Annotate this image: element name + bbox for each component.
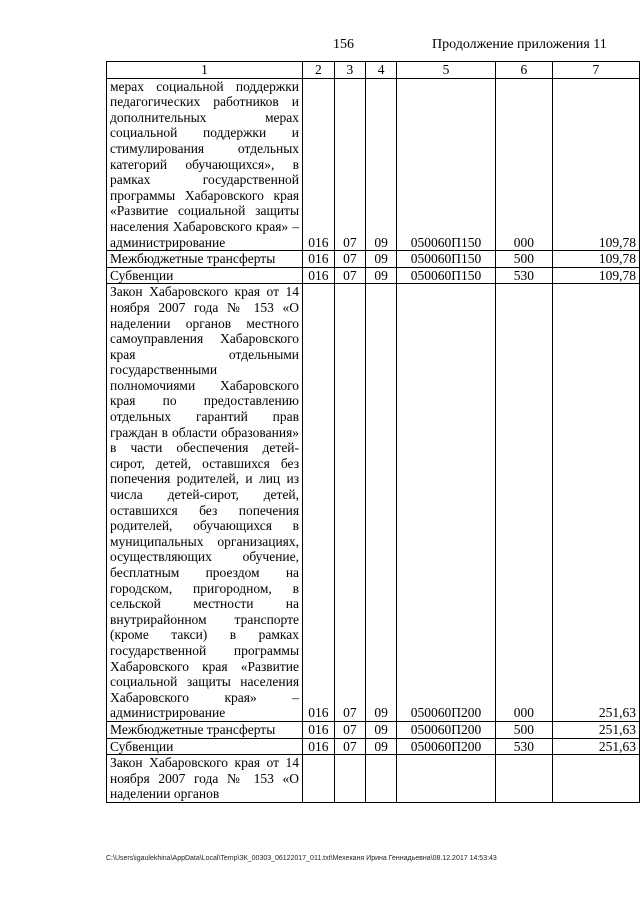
cell-code-2 xyxy=(303,755,335,803)
cell-code-5: 050060П200 xyxy=(397,721,496,738)
cell-code-6: 500 xyxy=(495,721,552,738)
cell-code-5: 050060П200 xyxy=(397,738,496,755)
cell-code-5: 050060П150 xyxy=(397,78,496,251)
cell-code-4: 09 xyxy=(365,284,396,722)
table-row xyxy=(107,78,640,251)
column-header: 7 xyxy=(552,62,639,79)
table-row xyxy=(107,738,640,755)
cell-code-4 xyxy=(365,755,396,803)
cell-code-6: 530 xyxy=(495,738,552,755)
cell-code-4: 09 xyxy=(365,738,396,755)
cell-code-5 xyxy=(397,755,496,803)
column-header: 5 xyxy=(397,62,496,79)
table-row xyxy=(107,721,640,738)
cell-amount: 109,78 xyxy=(552,267,639,284)
cell-amount: 109,78 xyxy=(552,78,639,251)
cell-code-5: 050060П150 xyxy=(397,251,496,268)
cell-amount: 251,63 xyxy=(552,284,639,722)
cell-code-4: 09 xyxy=(365,721,396,738)
cell-code-6 xyxy=(495,755,552,803)
cell-code-4: 09 xyxy=(365,267,396,284)
row-description: Межбюджетные трансферты xyxy=(107,721,303,738)
cell-code-3: 07 xyxy=(334,284,365,722)
cell-code-2: 016 xyxy=(303,267,335,284)
cell-code-2: 016 xyxy=(303,251,335,268)
row-description: Закон Хабаровского края от 14 ноября 2007 года № 153 «О наделении органов местного самоуправления Хабаровского края отдельными государственными полномочиями Хабаровского края по предоставлению отдельных гарантий прав граждан в области образования» в части обеспечения детей-сирот, детей, оставшихся без попечения родителей, и лиц из числа детей-сирот, детей, оставшихся без попечения родителей, обучающихся в муниципальных организациях, осуществляющих обучение, бесплатным проездом на городском, пригородном, в сельской местности на внутрирайонном транспорте (кроме такси) в рамках государственной программы Хабаровского края «Развитие социальной защиты населения Хабаровского края» – администрирование xyxy=(107,284,303,722)
cell-code-2: 016 xyxy=(303,721,335,738)
budget-table xyxy=(106,61,640,803)
page-number: 156 xyxy=(333,37,354,52)
row-description: мерах социальной поддержки педагогических работников и дополнительных мерах социальной поддержки и стимулирования отдельных категорий обучающихся», в рамках государственной программы Хабаровского края «Развитие социальной защиты населения Хабаровского края» – администрирование xyxy=(107,78,303,251)
cell-code-6: 000 xyxy=(495,284,552,722)
cell-code-5: 050060П150 xyxy=(397,267,496,284)
cell-amount xyxy=(552,755,639,803)
column-header: 2 xyxy=(303,62,335,79)
table-row xyxy=(107,251,640,268)
cell-code-4: 09 xyxy=(365,251,396,268)
cell-code-6: 530 xyxy=(495,267,552,284)
page-caption: Продолжение приложения 11 xyxy=(432,37,607,52)
column-header: 4 xyxy=(365,62,396,79)
cell-amount: 251,63 xyxy=(552,738,639,755)
cell-code-3: 07 xyxy=(334,721,365,738)
column-header: 6 xyxy=(495,62,552,79)
cell-code-3: 07 xyxy=(334,251,365,268)
column-header: 1 xyxy=(107,62,303,79)
table-row xyxy=(107,755,640,803)
cell-code-3: 07 xyxy=(334,78,365,251)
table-row xyxy=(107,284,640,722)
column-header: 3 xyxy=(334,62,365,79)
header-row xyxy=(107,62,640,79)
cell-amount: 251,63 xyxy=(552,721,639,738)
cell-amount: 109,78 xyxy=(552,251,639,268)
cell-code-3 xyxy=(334,755,365,803)
cell-code-6: 000 xyxy=(495,78,552,251)
cell-code-2: 016 xyxy=(303,78,335,251)
row-description: Закон Хабаровского края от 14 ноября 2007 года № 153 «О наделении органов xyxy=(107,755,303,803)
cell-code-6: 500 xyxy=(495,251,552,268)
cell-code-2: 016 xyxy=(303,284,335,722)
row-description: Межбюджетные трансферты xyxy=(107,251,303,268)
file-path-footer: C:\Users\igaulekhina\AppData\Local\Temp\ЗК_00303_06122017_011.txt\Мехеканя Ирина Геннадьевна\08.12.2017 14:53:43 xyxy=(106,855,497,862)
cell-code-4: 09 xyxy=(365,78,396,251)
cell-code-3: 07 xyxy=(334,738,365,755)
table-row xyxy=(107,267,640,284)
row-description: Субвенции xyxy=(107,267,303,284)
cell-code-3: 07 xyxy=(334,267,365,284)
row-description: Субвенции xyxy=(107,738,303,755)
cell-code-2: 016 xyxy=(303,738,335,755)
cell-code-5: 050060П200 xyxy=(397,284,496,722)
